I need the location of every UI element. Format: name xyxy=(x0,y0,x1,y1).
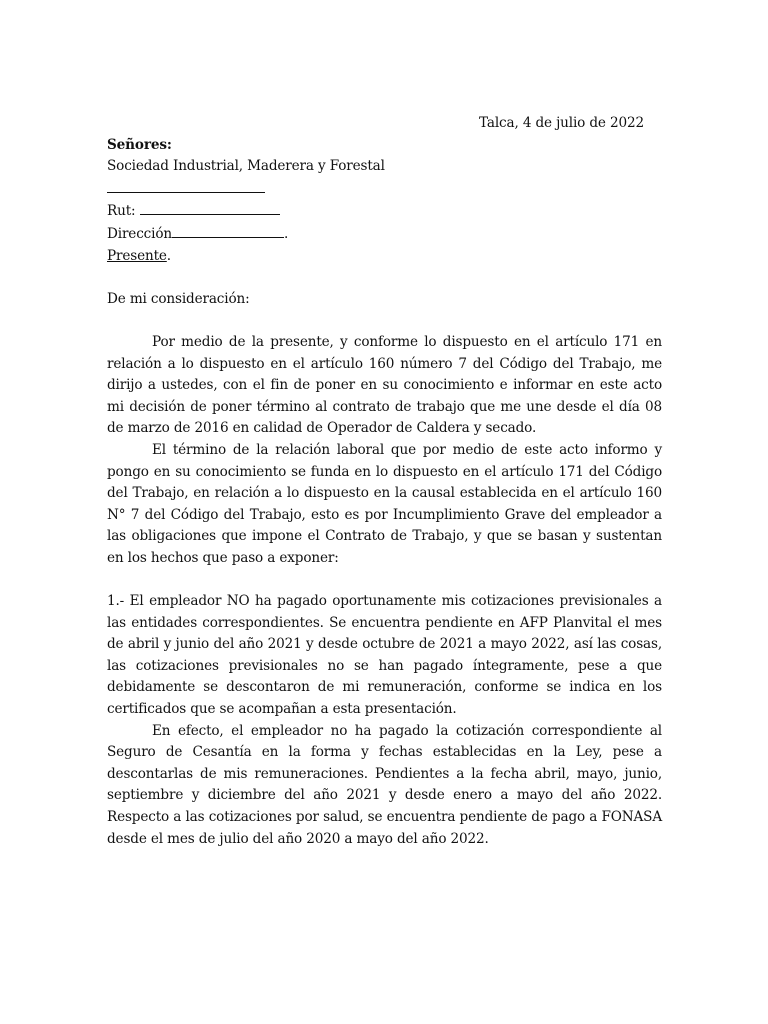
paragraph-1: Por medio de la presente, y conforme lo dispuesto en el artículo 171 en relación a lo dispuesto en el artículo 160 número 7 del Código del Trabajo, me dirijo a ustedes, con el fin de poner en su conocimiento e informar en este acto mi decisión de poner término al contrato de trabajo que me une desde el día 08 de marzo de 2016 en calidad de Operador de Caldera y secado. xyxy=(107,333,662,437)
signature-blank xyxy=(107,178,265,193)
address-suffix: . xyxy=(283,225,289,242)
presente-line xyxy=(107,246,662,268)
address-line xyxy=(107,223,662,246)
rut-blank xyxy=(140,200,280,215)
paragraph-2: El término de la relación laboral que por medio de este acto informo y pongo en su conocimiento se funda en lo dispuesto en el artículo 171 del Código del Trabajo, en relación a lo dispuesto en la causal establecida en el artículo 160 N° 7 del Código del Trabajo, esto es por Incumplimiento Grave del empleador a las obligaciones que impone el Contrato de Trabajo, y que se basan y sustentan en los hechos que paso a exponer: xyxy=(107,441,662,566)
paragraph-4: En efecto, el empleador no ha pagado la cotización correspondiente al Seguro de Cesantía en la forma y fechas establecidas en la Ley, pese a descontarlas de mis remuneraciones. Pendientes a la fecha abril, mayo, junio, septiembre y diciembre del año 2021 y desde enero a mayo del año 2022. Respecto a las cotizaciones por salud, se encuentra pendiente de pago a FONASA desde el mes de julio del año 2020 a mayo del año 2022. xyxy=(107,722,662,847)
salutation-header: Señores: xyxy=(107,136,172,153)
rut-line xyxy=(107,200,662,223)
letter-page xyxy=(107,113,662,850)
company-name: Sociedad Industrial, Maderera y Forestal xyxy=(107,158,385,175)
paragraph-3: 1.- El empleador NO ha pagado oportunamente mis cotizaciones previsionales a las entidades correspondientes. Se encuentra pendiente en AFP Planvital el mes de abril y junio del año 2021 y desde octubre de 2021 a mayo 2022, así las cosas, las cotizaciones previsionales no se han pagado íntegramente, pese a que debidamente se descontaron de mi remuneración, conforme se indica en los certificados que se acompañan a esta presentación. xyxy=(107,593,662,718)
name-blank-line xyxy=(107,178,662,201)
greeting: De mi consideración: xyxy=(107,290,250,307)
address-label: Dirección xyxy=(107,225,172,242)
rut-label: Rut: xyxy=(107,203,136,220)
letter-date: Talca, 4 de julio de 2022 xyxy=(479,115,644,131)
presente-suffix: . xyxy=(166,247,171,264)
presente-text: Presente xyxy=(107,247,167,264)
address-blank xyxy=(172,223,284,238)
